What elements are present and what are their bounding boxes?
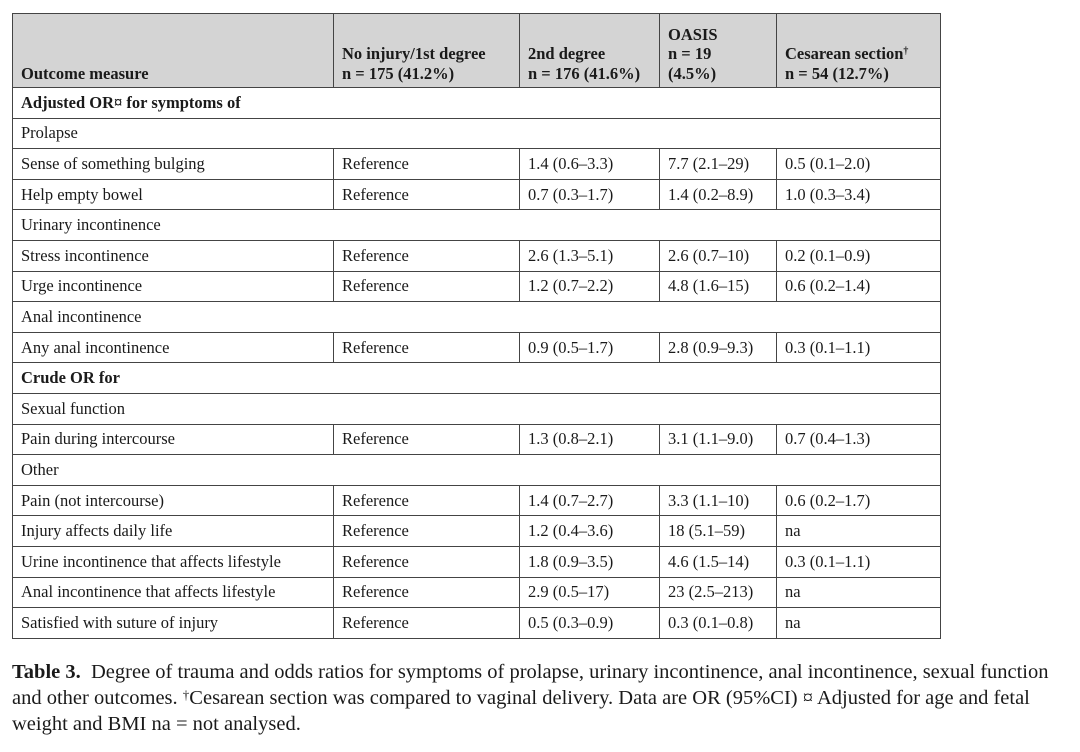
table-row bbox=[13, 424, 941, 455]
row-label: Pain (not intercourse) bbox=[13, 485, 334, 516]
header-line: n = 176 (41.6%) bbox=[528, 63, 641, 83]
group-row bbox=[13, 455, 941, 486]
table-cell: 1.4 (0.2–8.9) bbox=[660, 179, 777, 210]
table-cell: 1.2 (0.7–2.2) bbox=[520, 271, 660, 302]
row-label: Pain during intercourse bbox=[13, 424, 334, 455]
header-cesarean-title: Cesarean section bbox=[785, 44, 904, 63]
row-label: Urge incontinence bbox=[13, 271, 334, 302]
header-oasis bbox=[660, 14, 777, 88]
group-row bbox=[13, 210, 941, 241]
header-line: n = 54 (12.7%) bbox=[785, 63, 889, 83]
table-row bbox=[13, 516, 941, 547]
table-cell: 0.2 (0.1–0.9) bbox=[777, 240, 941, 271]
header-2nd-degree bbox=[520, 14, 660, 88]
table-row bbox=[13, 546, 941, 577]
row-label: Stress incontinence bbox=[13, 240, 334, 271]
table-cell: 2.6 (0.7–10) bbox=[660, 240, 777, 271]
table-cell: 0.7 (0.4–1.3) bbox=[777, 424, 941, 455]
table-row bbox=[13, 577, 941, 608]
header-line: OASIS bbox=[668, 24, 718, 44]
group-heading: Anal incontinence bbox=[13, 302, 941, 333]
table-cell: Reference bbox=[334, 546, 520, 577]
table-cell: Reference bbox=[334, 485, 520, 516]
table-cell: 2.6 (1.3–5.1) bbox=[520, 240, 660, 271]
table-cell: 4.8 (1.6–15) bbox=[660, 271, 777, 302]
group-row bbox=[13, 302, 941, 333]
row-label: Any anal incontinence bbox=[13, 332, 334, 363]
header-outcome-measure bbox=[13, 14, 334, 88]
table-cell: 2.8 (0.9–9.3) bbox=[660, 332, 777, 363]
table-cell: na bbox=[777, 577, 941, 608]
table-cell: 0.6 (0.2–1.7) bbox=[777, 485, 941, 516]
dagger-mark: † bbox=[903, 46, 909, 57]
table-cell: Reference bbox=[334, 516, 520, 547]
table-row bbox=[13, 608, 941, 639]
group-row bbox=[13, 393, 941, 424]
row-label: Sense of something bulging bbox=[13, 149, 334, 180]
table-row bbox=[13, 149, 941, 180]
row-label: Urine incontinence that affects lifestyle bbox=[13, 546, 334, 577]
table-cell: 0.9 (0.5–1.7) bbox=[520, 332, 660, 363]
group-heading: Prolapse bbox=[13, 118, 941, 149]
row-label: Help empty bowel bbox=[13, 179, 334, 210]
header-line: n = 175 (41.2%) bbox=[342, 63, 455, 83]
table-cell: Reference bbox=[334, 149, 520, 180]
table-row bbox=[13, 179, 941, 210]
table-cell: 1.4 (0.6–3.3) bbox=[520, 149, 660, 180]
table-cell: 0.5 (0.3–0.9) bbox=[520, 608, 660, 639]
table-cell: Reference bbox=[334, 271, 520, 302]
table-cell: na bbox=[777, 608, 941, 639]
header-line: No injury/1st degree bbox=[342, 44, 486, 63]
header-row bbox=[13, 14, 941, 88]
table-cell: Reference bbox=[334, 424, 520, 455]
header-line: (4.5%) bbox=[668, 63, 717, 83]
table-cell: Reference bbox=[334, 240, 520, 271]
group-heading: Urinary incontinence bbox=[13, 210, 941, 241]
caption-text: Cesarean section was compared to vaginal delivery. Data are OR (95%CI) ¤ Adjusted for age and fetal weight and BMI na = not analysed. bbox=[12, 687, 1030, 735]
table-cell: 2.9 (0.5–17) bbox=[520, 577, 660, 608]
row-label: Anal incontinence that affects lifestyle bbox=[13, 577, 334, 608]
section-row bbox=[13, 88, 941, 119]
table-cell: 0.3 (0.1–1.1) bbox=[777, 546, 941, 577]
table-cell: Reference bbox=[334, 577, 520, 608]
table-cell: 1.3 (0.8–2.1) bbox=[520, 424, 660, 455]
row-label: Satisfied with suture of injury bbox=[13, 608, 334, 639]
section-row bbox=[13, 363, 941, 394]
table-cell: Reference bbox=[334, 608, 520, 639]
table-cell: 0.3 (0.1–1.1) bbox=[777, 332, 941, 363]
table-cell: 0.7 (0.3–1.7) bbox=[520, 179, 660, 210]
group-row bbox=[13, 118, 941, 149]
table-row bbox=[13, 240, 941, 271]
header-line: Outcome measure bbox=[21, 63, 149, 83]
header-line: n = 19 bbox=[668, 44, 712, 63]
table-row bbox=[13, 271, 941, 302]
table-cell: 1.0 (0.3–3.4) bbox=[777, 179, 941, 210]
table-cell: 18 (5.1–59) bbox=[660, 516, 777, 547]
table-body bbox=[13, 88, 941, 639]
table-cell: 0.6 (0.2–1.4) bbox=[777, 271, 941, 302]
row-label: Injury affects daily life bbox=[13, 516, 334, 547]
header-line: 2nd degree bbox=[528, 44, 606, 63]
group-heading: Other bbox=[13, 455, 941, 486]
caption-text: Degree of trauma and odds ratios for symptoms of prolapse, urinary incontinence, anal incontinence, sexual function and other outcomes. bbox=[12, 661, 1049, 709]
table-cell: 3.3 (1.1–10) bbox=[660, 485, 777, 516]
section-heading: Adjusted OR¤ for symptoms of bbox=[13, 88, 941, 119]
dagger-mark: † bbox=[182, 687, 190, 702]
table-cell: 1.4 (0.7–2.7) bbox=[520, 485, 660, 516]
table-cell: Reference bbox=[334, 179, 520, 210]
table-cell: 1.2 (0.4–3.6) bbox=[520, 516, 660, 547]
group-heading: Sexual function bbox=[13, 393, 941, 424]
table-cell: 3.1 (1.1–9.0) bbox=[660, 424, 777, 455]
table-cell: Reference bbox=[334, 332, 520, 363]
table-row bbox=[13, 332, 941, 363]
caption-label: Table 3. bbox=[12, 661, 81, 683]
table-row bbox=[13, 485, 941, 516]
table-cell: 0.3 (0.1–0.8) bbox=[660, 608, 777, 639]
table-cell: 23 (2.5–213) bbox=[660, 577, 777, 608]
section-heading: Crude OR for bbox=[13, 363, 941, 394]
header-line bbox=[785, 44, 932, 64]
outcomes-table bbox=[12, 13, 941, 639]
table-caption bbox=[12, 659, 1062, 737]
header-cesarean bbox=[777, 14, 941, 88]
table-cell: 4.6 (1.5–14) bbox=[660, 546, 777, 577]
table-cell: na bbox=[777, 516, 941, 547]
header-no-injury bbox=[334, 14, 520, 88]
table-cell: 7.7 (2.1–29) bbox=[660, 149, 777, 180]
table-cell: 1.8 (0.9–3.5) bbox=[520, 546, 660, 577]
table-cell: 0.5 (0.1–2.0) bbox=[777, 149, 941, 180]
